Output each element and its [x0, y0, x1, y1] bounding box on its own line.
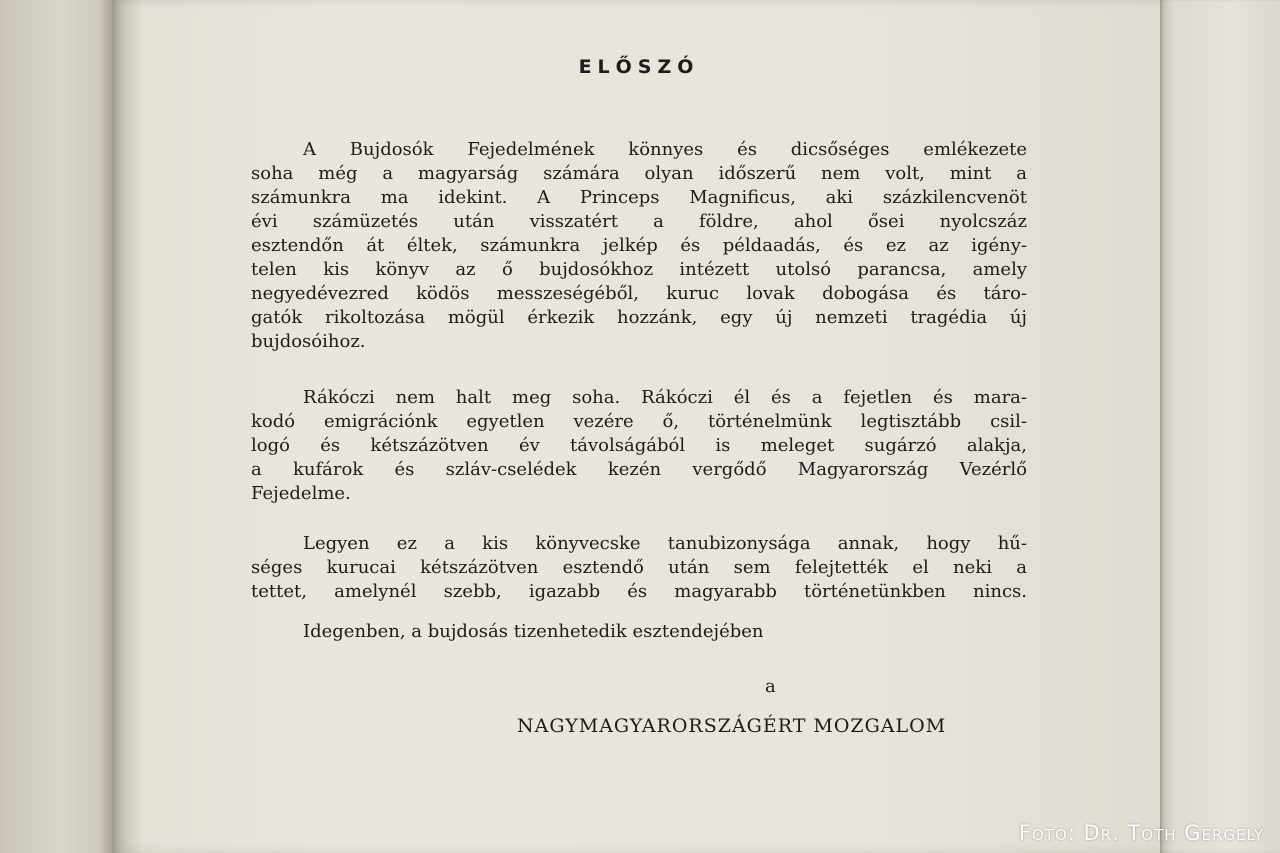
- text-line: soha még a magyarság számára olyan időszerű nem volt, mint a: [251, 163, 1027, 184]
- text-line: tettet, amelynél szebb, igazabb és magyarabb történetünkben nincs.: [251, 581, 1027, 602]
- left-facing-page: [0, 0, 112, 853]
- paragraph-1: [251, 138, 1027, 354]
- text-line: gatók rikoltozása mögül érkezik hozzánk, egy új nemzeti tragédia új: [251, 307, 1027, 328]
- text-line: Idegenben, a bujdosás tizenhetedik esztendejében: [303, 621, 764, 642]
- text-line: évi számüzetés után visszatért a földre, ahol ősei nyolcszáz: [251, 211, 1027, 232]
- text-line: Rákóczi nem halt meg soha. Rákóczi él és a fejetlen és mara-: [303, 387, 1027, 408]
- text-line: séges kurucai kétszázötven esztendő után sem felejtették el neki a: [251, 557, 1027, 578]
- text-line: esztendőn át éltek, számunkra jelkép és példaadás, és ez az igény-: [251, 235, 1027, 256]
- text-line: telen kis könyv az ő bujdosókhoz intézett utolsó parancsa, amely: [251, 259, 1027, 280]
- text-line: Fejedelme.: [251, 483, 351, 504]
- photo-credit: Fotó: Dr. Tóth Gergely: [1018, 821, 1264, 845]
- text-line: bujdosóihoz.: [251, 331, 366, 352]
- text-line: negyedévezred ködös messzeségéből, kuruc lovak dobogása és táro-: [251, 283, 1027, 304]
- paragraph-3: [251, 532, 1027, 604]
- page-stack-edge: [1160, 0, 1280, 853]
- text-line: Legyen ez a kis könyvecske tanubizonysága annak, hogy hű-: [303, 533, 1027, 554]
- text-line: kodó emigrációnk egyetlen vezére ő, történelmünk legtisztább csil-: [251, 411, 1027, 432]
- text-line: számunkra ma idekint. A Princeps Magnificus, aki százkilencvenöt: [251, 187, 1027, 208]
- signature-article: a: [765, 676, 776, 697]
- paragraph-2: [251, 386, 1027, 506]
- paragraph-4: [251, 620, 1027, 644]
- text-line: A Bujdosók Fejedelmének könnyes és dicsőséges emlékezete: [303, 139, 1027, 160]
- signature-organization: NAGYMAGYARORSZÁGÉRT MOZGALOM: [517, 715, 947, 737]
- text-line: logó és kétszázötven év távolságából is meleget sugárzó alakja,: [251, 435, 1027, 456]
- text-line: a kufárok és szláv-cselédek kezén vergődő Magyarország Vezérlő: [251, 459, 1027, 480]
- page-heading: ELŐSZÓ: [578, 56, 700, 78]
